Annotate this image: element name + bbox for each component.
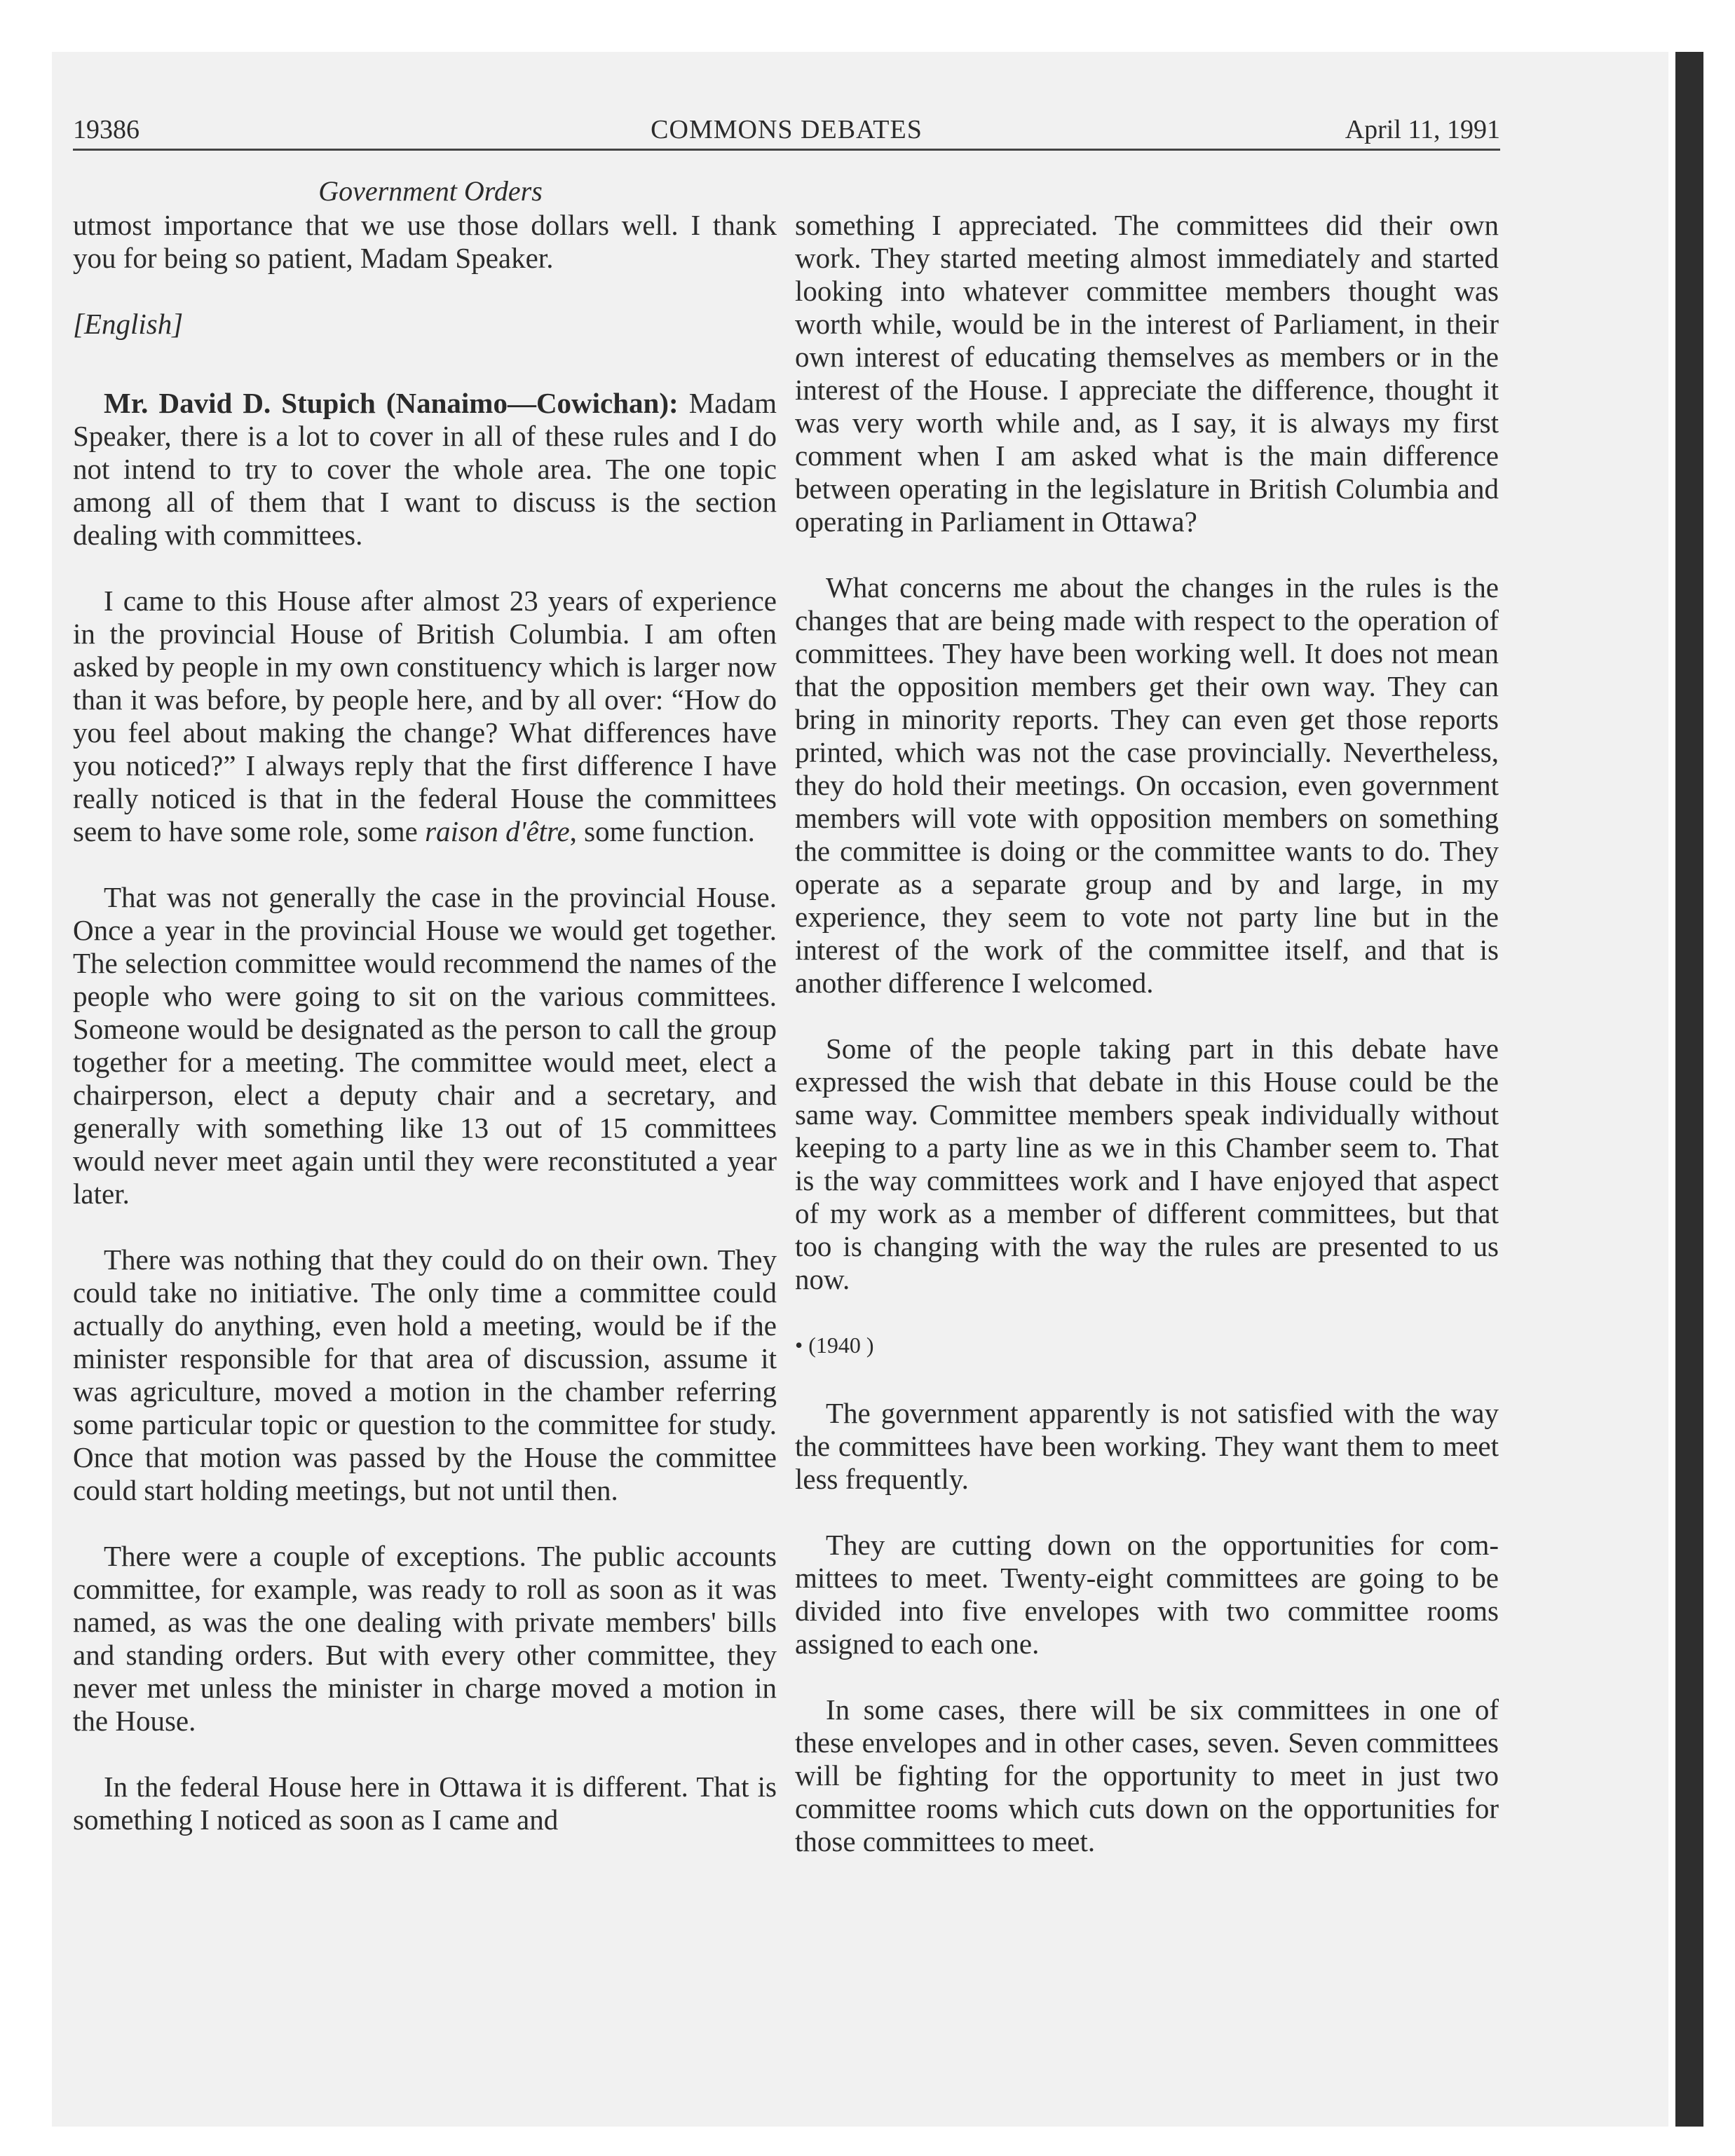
paragraph: What concerns me about the changes in the rules is the changes that are being made with respect to the operation of committees. They have been working well. It does not mean that the opposition members get their own way. They can bring in minority reports. They can even get those reports printed, which was not the case provincially. Nevertheless, they do hold their meetings. On occasion, even government members will vote with opposition members on something the committee is doing or the committee wants to do. They operate as a separate group and by and large, in my experience, they seem to vote not party line but in the interest of the work of the committee itself, and that is another difference I welcomed. [795, 571, 1499, 999]
paragraph: They are cutting down on the opportunities for committees to meet. Twenty-eight committees are going to be divided into five envelopes with two committee rooms assigned to each one. [795, 1529, 1499, 1660]
publication-title: COMMONS DEBATES [651, 115, 923, 144]
paragraph: utmost importance that we use those dollars well. I thank you for being so patient, Madam Speaker. [73, 209, 777, 274]
page-date: April 11, 1991 [1345, 115, 1500, 144]
paragraph: In the federal House here in Ottawa it is different. That is something I noticed as soon as I came and [73, 1770, 777, 1836]
paragraph-text: Madam Speaker, there is a lot to cover in all of these rules and I do not intend to try to cover the whole area. The one topic among all of them that I want to discuss is the section dealing with committees. [73, 387, 777, 551]
timestamp: • (1940 ) [795, 1332, 874, 1358]
page-number: 19386 [73, 115, 140, 144]
section-title: Government Orders [318, 175, 543, 207]
paragraph: Some of the people taking part in this debate have expressed the wish that debate in this House could be the same way. Committee members speak individually without keeping to a party line as we in this Chamber seem to. That is the way committees work and I have enjoyed that aspect of my work as a member of different committees, but that too is changing with the way the rules are presented to us now. [795, 1032, 1499, 1295]
language-tag: [English] [73, 308, 184, 340]
paragraph: There were a couple of exceptions. The public accounts committee, for example, was ready to roll as soon as it was named, as was the one dealing with private members' bills and standing orders. But with every other committee, they never met unless the minister in charge moved a motion in the House. [73, 1540, 777, 1737]
speaker-name: Mr. David D. Stupich (Nanaimo—Cowichan): [104, 387, 679, 419]
paragraph [73, 585, 777, 848]
paragraph [73, 387, 777, 552]
scan-edge-bar [1675, 52, 1703, 2127]
header-rule [73, 149, 1500, 151]
paragraph-text: , some function. [569, 815, 755, 847]
paragraph: something I appreciated. The committees did their own work. They started meeting almost immediately and started looking into whatever committee members thought was worth while, would be in the interest of Parliament, in their own interest of educating themselves as members or in the interest of the House. I appreciate the difference, thought it was very worth while and, as I say, it is always my first comment when I am asked what is the main difference between operating in the legislature in British Columbia and operating in Parliament in Ottawa? [795, 209, 1499, 538]
page-header [73, 112, 1500, 147]
paragraph-text: I came to this House after almost 23 years of experience in the provincial House of British Columbia. I am often asked by people in my own constituency which is larger now than it was before, by people here, and by all over: “How do you feel about making the change? What differences have you noticed?” I always reply that the first difference I have really noticed is that in the federal House the committees seem to have some role, some [73, 585, 777, 847]
paragraph: The government apparently is not satisfied with the way the committees have been working. They want them to meet less frequently. [795, 1397, 1499, 1495]
paragraph: In some cases, there will be six committees in one of these envelopes and in other cases, seven. Seven committees will be fighting for the opportunity to meet in just two committee rooms which cuts down on the opportunities for those committees to meet. [795, 1693, 1499, 1857]
paragraph: That was not generally the case in the provincial House. Once a year in the provincial House we would get together. The selection committee would recommend the names of the people who were going to sit on the various committees. Someone would be designated as the person to call the group together for a meeting. The committee would meet, elect a chairperson, elect a deputy chair and a secretary, and generally with something like 13 out of 15 committees would never meet again until they were reconstituted a year later. [73, 881, 777, 1210]
left-column [73, 209, 777, 1869]
right-column [795, 209, 1499, 1891]
paragraph: There was nothing that they could do on their own. They could take no initiative. The only time a committee could actually do anything, even hold a meeting, would be if the minister responsible for that area of discussion, assume it was agriculture, moved a motion in the chamber referring some particular topic or question to the committee for study. Once that motion was passed by the House the committee could start holding meetings, but not until then. [73, 1243, 777, 1506]
italic-phrase: raison d'être [425, 815, 570, 847]
